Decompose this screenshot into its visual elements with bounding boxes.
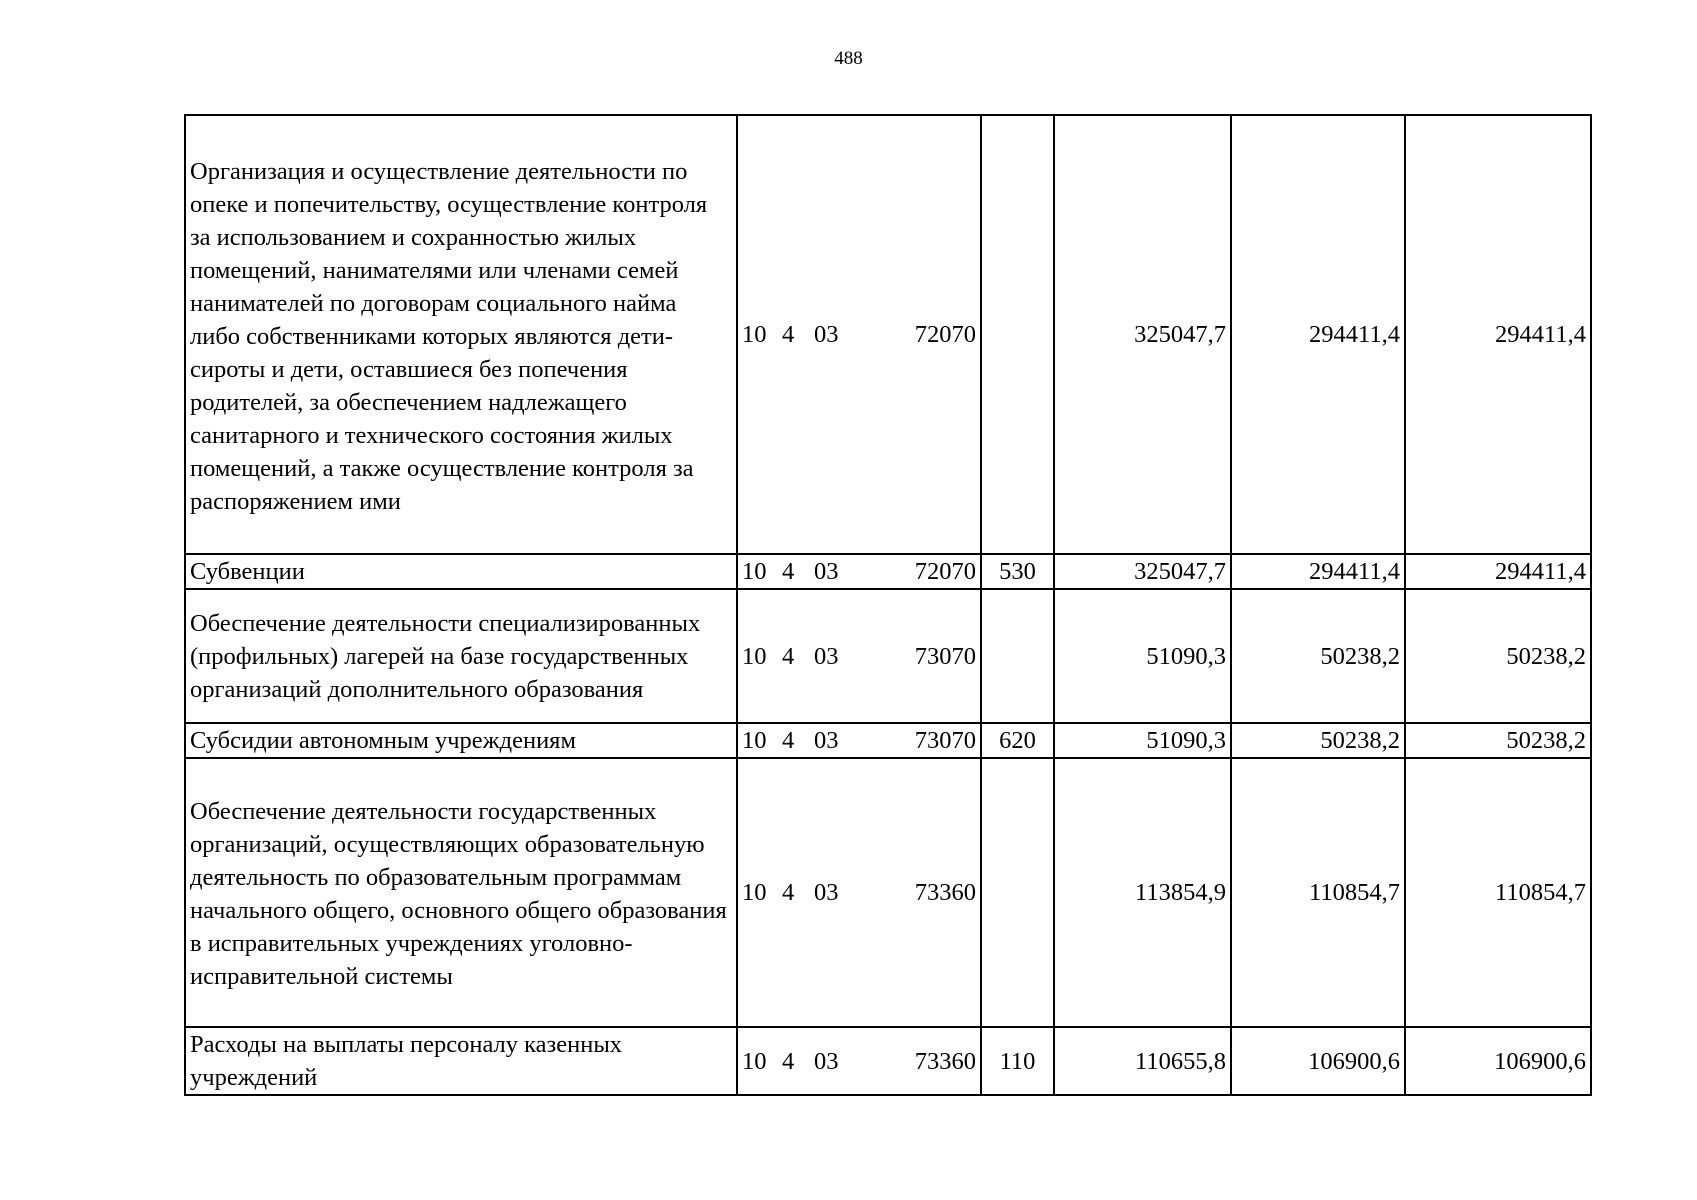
amount-year-3: 294411,4 [1405,554,1591,589]
code-program: 4 [782,1047,795,1075]
row-codes [737,115,981,554]
budget-table [184,114,1592,1096]
amount-year-1: 110655,8 [1054,1027,1231,1095]
code-section: 10 [742,879,767,906]
amount-year-1: 325047,7 [1054,115,1231,554]
row-name: Расходы на выплаты персоналу казенных учреждений [185,1027,737,1095]
row-codes [737,589,981,723]
code-program: 4 [782,642,795,670]
amount-year-2: 294411,4 [1231,554,1405,589]
expense-type [981,115,1054,554]
code-subprogram: 03 [814,558,839,585]
amount-year-1: 51090,3 [1054,723,1231,758]
row-name: Обеспечение деятельности государственных организаций, осуществляющих образовательную деятельность по образовательным программам начального общего, основного общего образования в исправительных учреждениях уголовно-исправительной системы [185,758,737,1027]
table-row [185,589,1591,723]
expense-type: 110 [981,1027,1054,1095]
code-subprogram: 03 [814,642,839,670]
row-name: Субвенции [185,554,737,589]
amount-year-3: 110854,7 [1405,758,1591,1027]
row-codes [737,723,981,758]
amount-year-3: 50238,2 [1405,723,1591,758]
code-program: 4 [782,727,795,754]
code-program: 4 [782,558,795,585]
code-program: 4 [782,321,795,348]
row-codes [737,1027,981,1095]
code-section: 10 [742,727,767,754]
code-direction: 72070 [914,558,976,585]
amount-year-2: 294411,4 [1231,115,1405,554]
code-section: 10 [742,642,767,670]
page-number: 488 [834,48,863,69]
table-row [185,554,1591,589]
amount-year-2: 110854,7 [1231,758,1405,1027]
expense-type [981,589,1054,723]
code-subprogram: 03 [814,879,839,906]
row-name: Обеспечение деятельности специализированных (профильных) лагерей на базе государственных организаций дополнительного образования [185,589,737,723]
table-row [185,723,1591,758]
table-row [185,758,1591,1027]
budget-table-body [185,115,1591,1095]
amount-year-1: 325047,7 [1054,554,1231,589]
amount-year-2: 50238,2 [1231,723,1405,758]
code-direction: 73360 [914,1047,976,1075]
code-direction: 73070 [914,642,976,670]
expense-type: 620 [981,723,1054,758]
code-direction: 73360 [914,879,976,906]
amount-year-3: 106900,6 [1405,1027,1591,1095]
code-program: 4 [782,879,795,906]
code-subprogram: 03 [814,1047,839,1075]
expense-type: 530 [981,554,1054,589]
expense-type [981,758,1054,1027]
amount-year-1: 51090,3 [1054,589,1231,723]
amount-year-1: 113854,9 [1054,758,1231,1027]
table-row [185,1027,1591,1095]
amount-year-2: 106900,6 [1231,1027,1405,1095]
row-name: Субсидии автономным учреждениям [185,723,737,758]
code-section: 10 [742,558,767,585]
code-subprogram: 03 [814,321,839,348]
row-codes [737,758,981,1027]
amount-year-3: 50238,2 [1405,589,1591,723]
table-row [185,115,1591,554]
code-direction: 73070 [914,727,976,754]
code-section: 10 [742,1047,767,1075]
code-section: 10 [742,321,767,348]
code-direction: 72070 [914,321,976,348]
code-subprogram: 03 [814,727,839,754]
row-name: Организация и осуществление деятельности по опеке и попечительству, осуществление контроля за использованием и сохранностью жилых помещений, нанимателями или членами семей нанимателей по договорам социального найма либо собственниками которых являются дети-сироты и дети, оставшиеся без попечения родителей, за обеспечением надлежащего санитарного и технического состояния жилых помещений, а также осуществление контроля за распоряжением ими [185,115,737,554]
amount-year-2: 50238,2 [1231,589,1405,723]
amount-year-3: 294411,4 [1405,115,1591,554]
row-codes [737,554,981,589]
